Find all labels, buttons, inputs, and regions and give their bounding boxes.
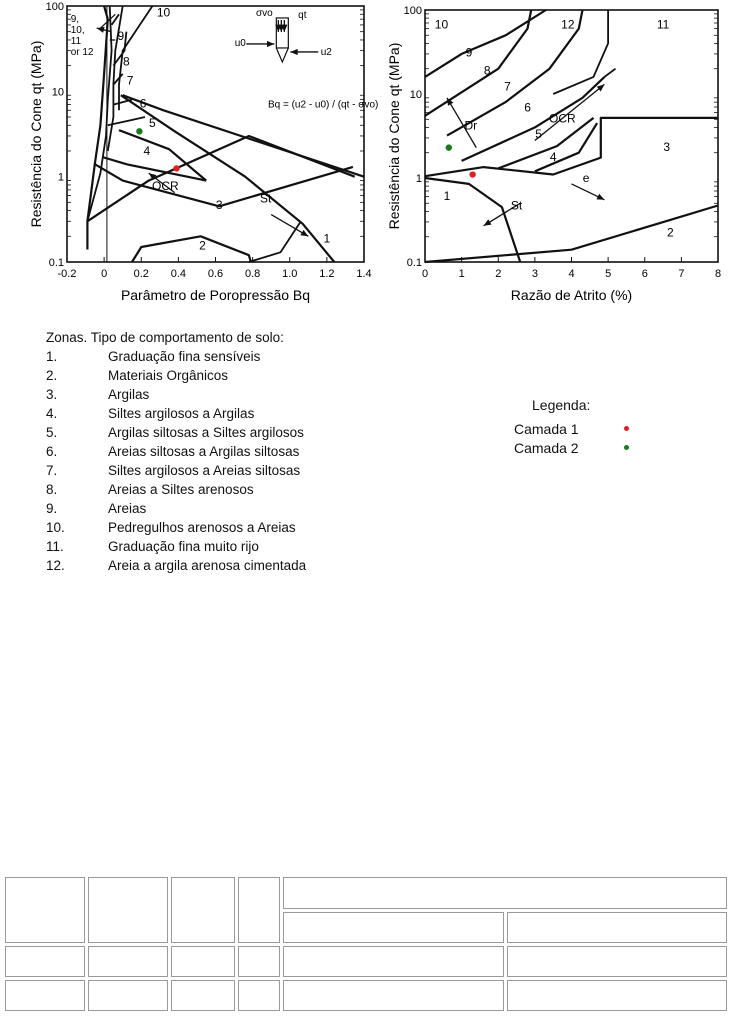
zone-number: 9. <box>46 501 58 516</box>
x-tick-label: 1 <box>458 268 465 280</box>
list-item <box>46 461 306 480</box>
zone-label: Graduação fina sensíveis <box>108 349 261 364</box>
zone-label: Siltes argilosos a Argilas <box>108 406 255 421</box>
table-cell <box>283 946 504 977</box>
dr-label: Dr <box>464 118 478 133</box>
list-item <box>46 518 306 537</box>
legend-label: Camada 1 <box>514 420 579 437</box>
x-tick-label: 7 <box>678 268 685 280</box>
table-cell <box>238 980 280 1011</box>
x-tick-label: -0.2 <box>57 268 77 280</box>
st-label: St <box>510 198 523 213</box>
y-axis-label: Resistência do Cone qt (MPa) <box>386 42 402 230</box>
x-tick-label: 0 <box>101 268 108 280</box>
zone-label: 12 <box>561 17 575 32</box>
zone-label: 9 <box>117 28 125 43</box>
list-item <box>46 480 306 499</box>
x-tick-label: 0.2 <box>133 268 149 280</box>
zone-label: 2 <box>199 238 206 253</box>
table-cell <box>283 912 504 944</box>
zone-label: 3 <box>215 197 223 212</box>
zone-label: Pedregulhos arenosos a Areias <box>108 520 296 535</box>
zones-title: Zonas. Tipo de comportamento de solo: <box>46 330 284 345</box>
zone-number: 1. <box>46 349 58 364</box>
zone-label: 9 <box>465 45 473 60</box>
zone-number: 4. <box>46 406 58 421</box>
y-axis-label: Resistência do Cone qt (MPa) <box>28 40 44 228</box>
zone-label: 5 <box>149 116 156 131</box>
st-label: St <box>259 191 272 206</box>
zone-label: 2 <box>667 225 674 240</box>
zone-note-line: or 12 <box>70 47 94 58</box>
zone-note-line: 10, <box>70 25 85 36</box>
zone-label: 10 <box>156 5 171 20</box>
zone-label: 1 <box>443 188 451 203</box>
u0-label: u0 <box>234 37 246 49</box>
list-item <box>46 556 306 575</box>
table-cell <box>171 980 235 1011</box>
table-cell <box>171 877 235 943</box>
zone-label: Siltes argilosos a Areias siltosas <box>108 463 301 478</box>
data-point-1 <box>173 165 179 171</box>
zone-label: 3 <box>663 139 671 154</box>
x-tick-label: 1.0 <box>282 268 298 280</box>
table-cell <box>507 980 728 1011</box>
zone-number: 3. <box>46 387 58 402</box>
list-item <box>46 442 306 461</box>
list-item <box>46 499 306 518</box>
zone-label: 8 <box>483 63 491 78</box>
zone-label: 11 <box>656 17 670 32</box>
legend-item <box>514 438 629 457</box>
table-row <box>5 946 727 977</box>
table-row <box>5 877 727 909</box>
zone-label: Materiais Orgânicos <box>108 368 229 383</box>
x-tick-label: 0.6 <box>207 268 224 280</box>
table-cell <box>88 946 168 977</box>
zone-note-line: 9, <box>70 14 80 25</box>
charts-figure <box>0 0 732 310</box>
zone-number: 8. <box>46 482 58 497</box>
x-tick-label: 2 <box>495 268 502 280</box>
qt-label: qt <box>298 9 307 21</box>
table-cell <box>5 877 85 943</box>
list-item <box>46 385 306 404</box>
legend-marker <box>624 426 629 431</box>
table-row <box>5 980 727 1011</box>
bq-formula: Bq = (u2 - u0) / (qt - σvo) <box>267 99 379 111</box>
x-tick-label: 1.2 <box>319 268 335 280</box>
table-cell <box>507 946 728 977</box>
table-cell <box>171 946 235 977</box>
ocr-label: OCR <box>152 178 179 193</box>
zone-label: 8 <box>123 54 130 69</box>
table-cell <box>283 980 504 1011</box>
list-item <box>46 537 306 556</box>
table-cell <box>507 912 728 944</box>
zone-label: 1 <box>323 231 331 246</box>
table-cell <box>5 946 85 977</box>
table-cell <box>5 980 85 1011</box>
legend-title: Legenda: <box>532 397 591 413</box>
y-tick-label: 10 <box>409 89 422 101</box>
zone-label: Areias siltosas a Argilas siltosas <box>108 444 300 459</box>
x-tick-label: 4 <box>568 268 575 280</box>
legend-marker <box>624 445 629 450</box>
y-tick-label: 0.1 <box>406 257 422 269</box>
list-item <box>46 347 306 366</box>
zone-label: Graduação fina muito rijo <box>108 539 259 554</box>
x-tick-label: 0.8 <box>244 268 261 280</box>
zone-number: 6. <box>46 444 58 459</box>
zone-number: 2. <box>46 368 58 383</box>
y-tick-label: 1 <box>57 171 64 184</box>
table-cell <box>238 877 280 943</box>
x-axis-label: Parâmetro de Poropressão Bq <box>120 287 311 303</box>
x-tick-label: 1.4 <box>356 268 372 280</box>
table-cell <box>88 877 168 943</box>
list-item <box>46 366 306 385</box>
zone-number: 10. <box>46 520 65 535</box>
zones-list <box>46 328 306 575</box>
legend-label: Camada 2 <box>514 439 579 456</box>
legend-item <box>514 419 629 438</box>
zone-label: 7 <box>504 79 511 94</box>
zone-label: 6 <box>524 100 531 115</box>
zone-number: 7. <box>46 463 58 478</box>
x-tick-label: 0 <box>421 268 429 280</box>
list-item <box>46 404 306 423</box>
data-point-2 <box>136 128 142 134</box>
zone-label: Areia a argila arenosa cimentada <box>108 558 307 573</box>
zone-number: 5. <box>46 425 58 440</box>
zone-number: 11. <box>46 539 64 554</box>
y-tick-label: 1 <box>415 173 422 185</box>
zone-label: Areias <box>108 501 147 516</box>
zone-label: 7 <box>126 73 134 88</box>
sigma-label: σvo <box>255 7 273 19</box>
zone-note-line: 11 <box>70 36 82 47</box>
x-tick-label: 0.4 <box>170 268 187 280</box>
list-item <box>46 423 306 442</box>
table-cell <box>283 877 727 909</box>
zone-label: 10 <box>434 17 449 32</box>
y-tick-label: 100 <box>45 1 64 13</box>
x-tick-label: 5 <box>605 268 612 280</box>
chart-bq <box>28 1 378 303</box>
zone-number: 12. <box>46 558 65 573</box>
empty-table <box>2 874 730 1014</box>
zone-label: 5 <box>535 126 542 141</box>
x-axis-label: Razão de Atrito (%) <box>510 287 633 303</box>
y-tick-label: 100 <box>403 5 422 17</box>
zone-rows <box>46 347 306 575</box>
legend-rows <box>514 419 629 457</box>
x-tick-label: 3 <box>531 268 538 280</box>
data-point-2 <box>446 144 452 150</box>
chart-friction-ratio <box>386 5 721 303</box>
y-tick-label: 0.1 <box>48 257 64 269</box>
ocr-label: OCR <box>549 111 576 126</box>
x-tick-label: 6 <box>641 268 648 280</box>
table-cell <box>238 946 280 977</box>
zone-label: 6 <box>139 96 147 111</box>
zone-label: 4 <box>143 143 151 158</box>
zone-label: Argilas siltosas a Siltes argilosos <box>108 425 304 440</box>
e-label: e <box>582 170 590 185</box>
data-point-1 <box>469 171 475 177</box>
x-tick-label: 8 <box>714 268 722 280</box>
zone-label: Argilas <box>108 387 150 402</box>
legend <box>514 397 629 457</box>
y-tick-label: 10 <box>51 86 64 99</box>
u2-label: u2 <box>320 46 332 58</box>
zone-label: 4 <box>549 149 557 164</box>
table-cell <box>88 980 168 1011</box>
zone-label: Areias a Siltes arenosos <box>108 482 254 497</box>
